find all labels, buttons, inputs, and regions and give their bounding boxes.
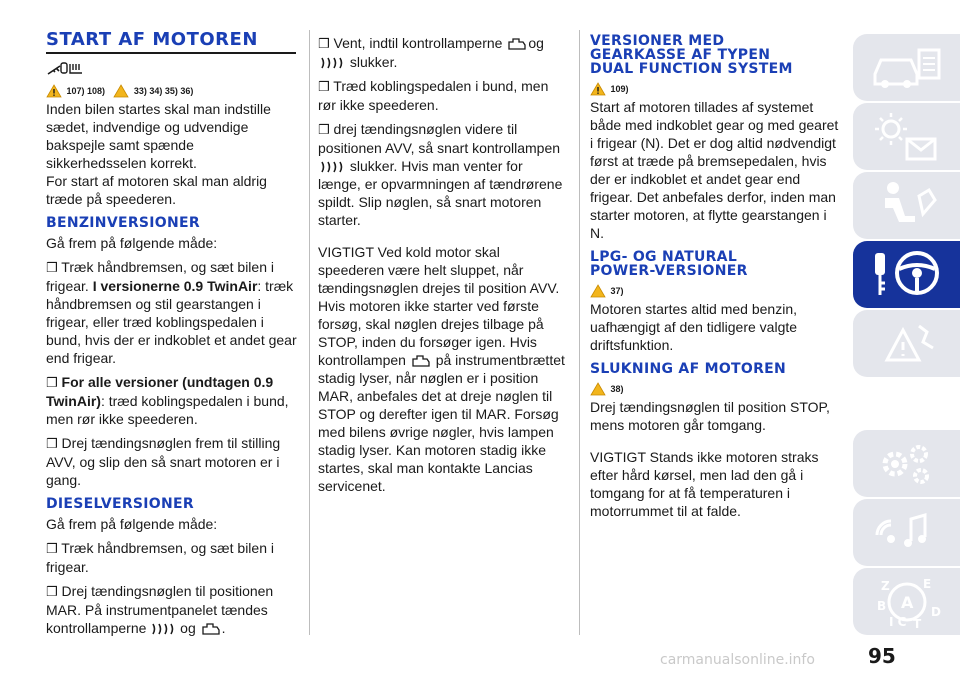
- tab-multimedia[interactable]: [853, 499, 960, 566]
- checkbox-bullet: ❒: [46, 584, 58, 599]
- checkbox-bullet: ❒: [46, 375, 58, 390]
- tab-seat-safety[interactable]: [853, 172, 960, 239]
- svg-text:E: E: [923, 577, 932, 591]
- caution-icon: [590, 382, 606, 396]
- stop-important-note: VIGTIGT Stands ikke motoren straks efter hård kørsel, men lad den gå i tomgang for at få temperaturen i motorrummet til at falde.: [590, 449, 819, 519]
- column-2: [318, 34, 568, 501]
- stop-ref-number: 38): [610, 383, 624, 394]
- car-info-icon: [867, 40, 947, 96]
- benzin-step-1b: I versionerne 0.9 TwinAir: [92, 278, 258, 294]
- checkbox-bullet: ❒: [318, 36, 330, 51]
- tab-maintenance[interactable]: [853, 430, 960, 497]
- glow-plug-icon: [150, 622, 176, 636]
- lpg-heading-line-2: POWER-VERSIONER: [590, 263, 748, 279]
- diesel-step-4: [318, 77, 568, 114]
- section-heading-benzin: BENZINVERSIONER: [46, 215, 200, 231]
- index-letters-icon: [867, 574, 947, 630]
- diesel-step-5: [318, 120, 568, 229]
- note-1a: VIGTIGT Ved kold motor skal speederen være helt sluppet, når tændingsnøglen drejes til position AVV. Hvis motoren ikke starter ved første forsøg, skal nøglen drejes tilbage på STOP, inden du forsøger igen. Hvis kontrollampen: [318, 244, 560, 368]
- dual-heading-line-3: DUAL FUNCTION SYSTEM: [590, 61, 793, 77]
- multimedia-icon: [867, 505, 947, 561]
- dual-text: Start af motoren tillades af systemet både med indkoblet gear og med gearet i frigear (N). Det er dog altid nødvendigt først at træde på bremsepedalen, hvis der er indkoblet et andet gear end frigear. Det anbefales derfor, inden man starter motoren, at flytte gearstangen i N.: [590, 99, 839, 241]
- stop-caution-ref: [590, 380, 842, 396]
- step-3b: og: [528, 35, 544, 51]
- lpg-ref-number: 37): [610, 285, 624, 296]
- caution-ref-numbers: 33) 34) 35) 36): [133, 85, 194, 96]
- step-4-text: Træd koblingspedalen i bund, men rør ikke speederen.: [318, 78, 549, 113]
- svg-text:B: B: [877, 599, 887, 613]
- checkbox-bullet: ❒: [46, 260, 58, 275]
- page-title: START AF MOTOREN: [46, 29, 258, 50]
- engine-control-icon: [506, 36, 528, 52]
- step-5b: slukker. Hvis man venter for længe, er opvarmningen af tændrørene spildt. Slip nøglen, så snart motoren starter.: [318, 158, 563, 228]
- engine-control-icon: [200, 621, 222, 637]
- dual-heading-line-2: GEARKASSE AF TYPEN: [590, 47, 771, 63]
- warning-icon: [590, 82, 606, 96]
- benzin-step-1c: : træk håndbremsen og stil gearstangen i frigear, eller træd koblingspedalen i bund, hvis der er indkoblet et andet gear end frigear.: [46, 278, 297, 366]
- lpg-text: Motoren startes altid med benzin, uafhængigt af den tidligere valgte driftsfunktion.: [590, 301, 798, 353]
- svg-text:T: T: [913, 617, 922, 630]
- diesel-step-3: [318, 34, 568, 71]
- svg-text:I C: I C: [889, 615, 907, 629]
- intro-text: [46, 100, 298, 172]
- seat-safety-icon: [867, 178, 947, 234]
- diesel-step-2: [46, 582, 298, 637]
- checkbox-bullet: ❒: [46, 541, 58, 556]
- tab-emergency[interactable]: [853, 310, 960, 377]
- svg-text:D: D: [931, 605, 941, 619]
- key-start-icon-row: [46, 60, 298, 78]
- checkbox-bullet: ❒: [318, 122, 330, 137]
- column-divider-2: [579, 30, 580, 635]
- tab-warning-lights[interactable]: [853, 103, 960, 170]
- diesel-step-1-text: Træk håndbremsen, og sæt bilen i frigear.: [46, 540, 274, 575]
- note-1b: på instrumentbrættet stadig lyser, når nøglen er i position MAR, anbefales det at dreje nøglen til STOP og derefter igen til MAR. Forsøg med bilens øvrige nøgler, hvis lampen stadig lyser. Kan motoren stadig ikke startes, skal man kontakte Lancias servicenet.: [318, 352, 565, 495]
- stop-text: Drej tændingsnøglen til position STOP, mens motoren går tomgang.: [590, 399, 830, 433]
- dual-warning-ref: [590, 80, 842, 96]
- benzin-step-1a: Træk håndbremsen, og sæt bilen i frigear.: [46, 259, 274, 294]
- benzin-step-1: [46, 258, 298, 367]
- tab-car-info[interactable]: [853, 34, 960, 101]
- benzin-step-2a: For alle versioner (undtagen 0.9 TwinAir): [46, 374, 274, 409]
- maintenance-gears-icon: [867, 436, 947, 492]
- diesel-step-2b: og: [180, 620, 196, 636]
- tab-starting-driving[interactable]: [853, 241, 960, 308]
- diesel-step-1: [46, 539, 298, 576]
- benzin-step-3-text: Drej tændingsnøglen frem til stilling AVV, og slip den så snart motoren er i gang.: [46, 435, 281, 488]
- benzin-step-2b: : træd koblingspedalen i bund, men rør ikke speederen.: [46, 393, 289, 427]
- benzin-step-3: [46, 434, 298, 489]
- benzin-step-2: [46, 373, 298, 428]
- caution-icon: [590, 284, 606, 298]
- lpg-heading-line-1: LPG- OG NATURAL: [590, 249, 738, 265]
- step-3a: Vent, indtil kontrollamperne: [333, 35, 503, 51]
- diesel-lead: Gå frem på følgende måde:: [46, 516, 218, 532]
- svg-text:A: A: [901, 593, 914, 612]
- warning-icon: [46, 84, 62, 98]
- key-steering-wheel-icon: [867, 247, 947, 303]
- warning-triangle-icon: [867, 316, 947, 372]
- svg-text:Z: Z: [881, 579, 890, 593]
- intro-text-2: For start af motoren skal man aldrig træde på speederen.: [46, 173, 267, 207]
- lpg-caution-ref: [590, 282, 842, 298]
- column-divider-1: [309, 30, 310, 635]
- column-1: [46, 30, 298, 643]
- checkbox-bullet: ❒: [318, 79, 330, 94]
- section-heading-diesel: DIESELVERSIONER: [46, 496, 194, 512]
- warning-refs: [46, 82, 298, 98]
- caution-icon: [113, 84, 129, 98]
- step-3c: slukker.: [349, 54, 398, 70]
- dual-ref-number: 109): [610, 83, 629, 94]
- warning-ref-numbers: 107) 108): [66, 85, 105, 96]
- important-note-1: [318, 243, 568, 495]
- tab-index[interactable]: [853, 568, 960, 635]
- step-5a: drej tændingsnøglen videre til positionen AVV, så snart kontrollampen: [318, 121, 561, 156]
- section-heading-lpg: [590, 250, 842, 278]
- warning-lights-icon: [867, 109, 947, 165]
- section-heading-dual: [590, 34, 842, 76]
- page-number: 95: [868, 644, 896, 668]
- key-start-icon: [46, 60, 90, 78]
- section-heading-stop: SLUKNING AF MOTOREN: [590, 361, 787, 377]
- title-rule: [46, 52, 296, 54]
- engine-control-icon: [410, 353, 432, 369]
- column-3: [590, 34, 842, 526]
- intro-sentence: Inden bilen startes skal man indstille sædet, indvendige og udvendige bakspejle samt spænde sikkerhedsselen korrekt.: [46, 101, 271, 171]
- checkbox-bullet: ❒: [46, 436, 58, 451]
- diesel-step-2a: Drej tændingsnøglen til positionen MAR. På instrumentpanelet tændes kontrollamperne: [46, 583, 274, 636]
- glow-plug-icon: [318, 56, 346, 70]
- dual-heading-line-1: VERSIONER MED: [590, 33, 725, 49]
- diesel-step-2c: .: [221, 620, 226, 636]
- watermark: carmanualsonline.info: [660, 652, 815, 668]
- benzin-lead: Gå frem på følgende måde:: [46, 235, 218, 251]
- glow-plug-icon: [318, 160, 346, 174]
